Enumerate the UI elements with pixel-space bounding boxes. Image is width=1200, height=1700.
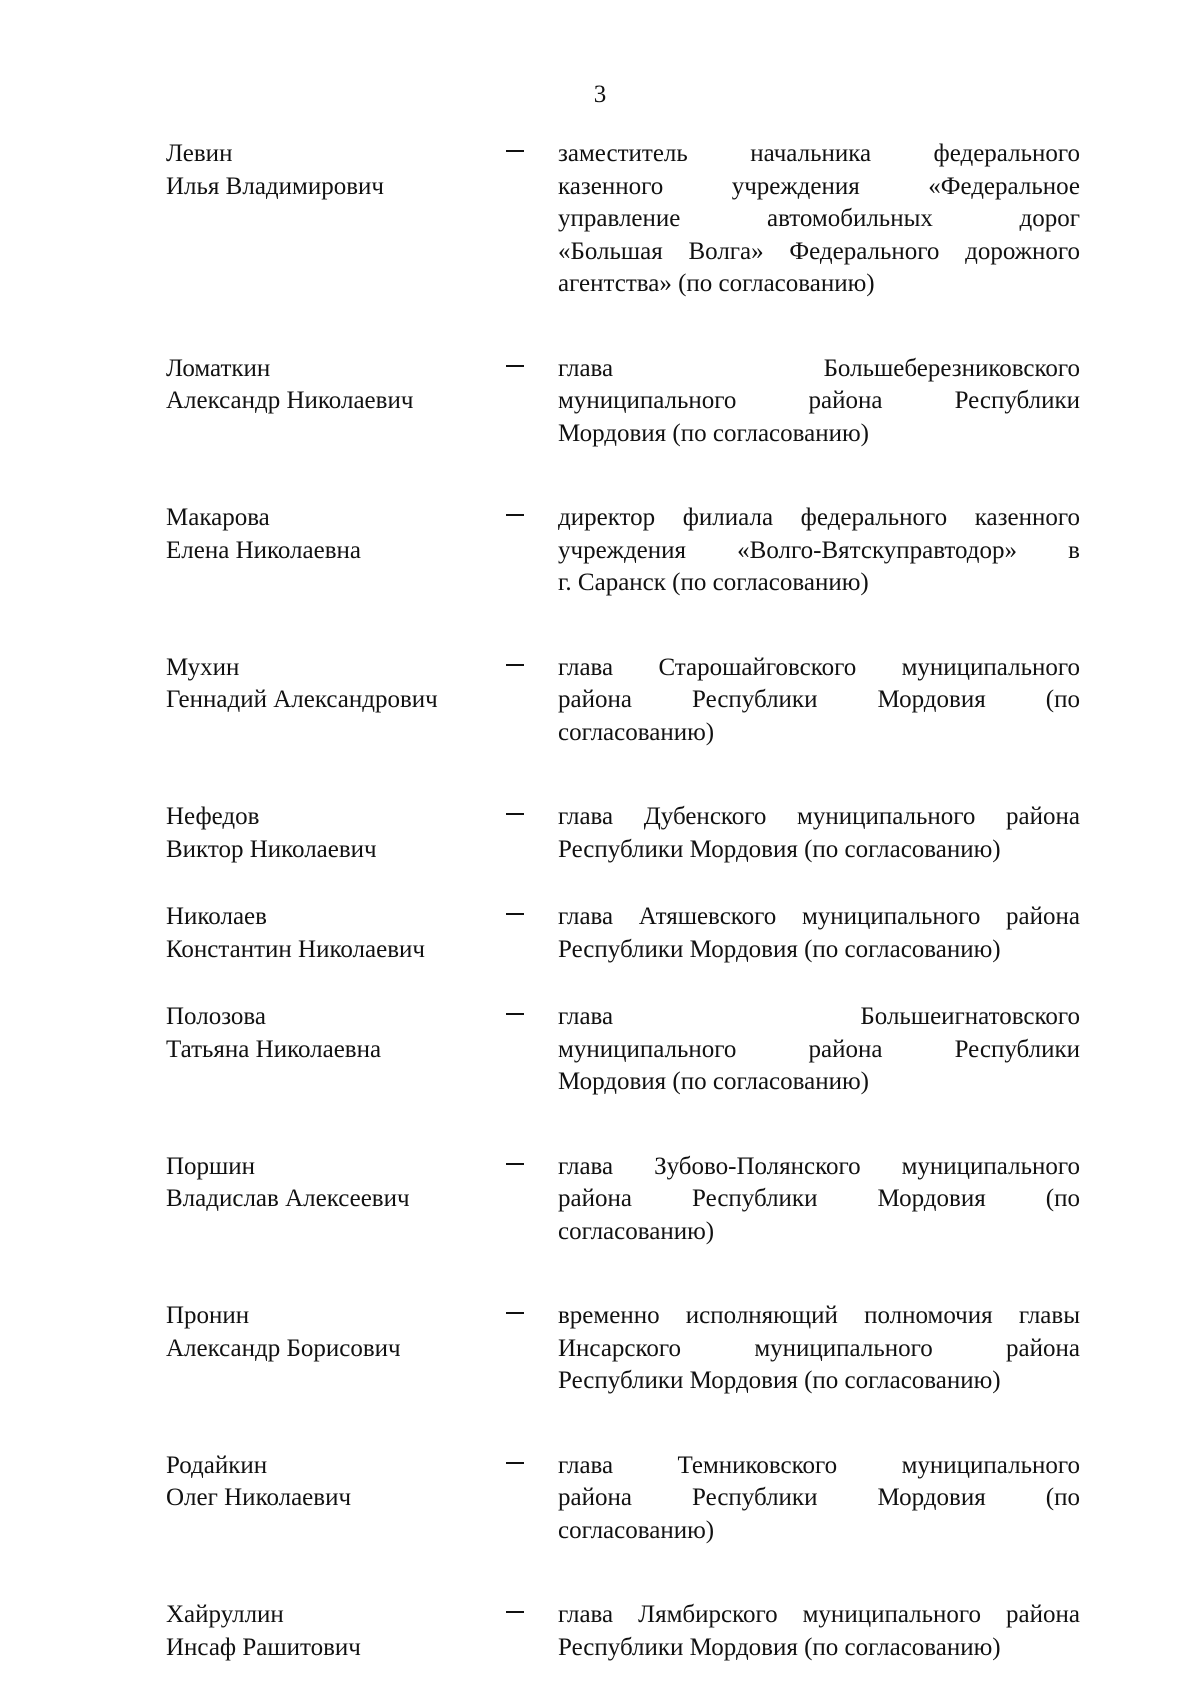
surname: Николаев <box>166 903 267 930</box>
list-item <box>166 652 1106 750</box>
dash-separator <box>506 652 558 685</box>
role-line: согласованию) <box>558 718 715 746</box>
person-name <box>166 1001 506 1066</box>
person-name <box>166 901 506 966</box>
role-line: «Большая Волга» Федерального дорожного <box>558 237 1080 265</box>
role-line: согласованию) <box>558 1516 715 1544</box>
role-line: временно исполняющий полномочия главы <box>558 1302 1080 1329</box>
role-line: района Республики Мордовия (по <box>558 1484 1080 1511</box>
role-line: Мордовия (по согласованию) <box>558 1068 869 1095</box>
person-name <box>166 353 506 418</box>
dash-separator <box>506 138 558 171</box>
role-line: согласованию) <box>558 1217 715 1245</box>
given-names: Илья Владимирович <box>166 172 384 200</box>
role-line: глава Зубово-Полянского муниципального <box>558 1152 1080 1180</box>
role-line: муниципального района Республики <box>558 387 1080 414</box>
given-names: Олег Николаевич <box>166 1484 352 1511</box>
position-description <box>558 502 1080 600</box>
surname: Полозова <box>166 1003 266 1030</box>
position-description <box>558 1599 1080 1664</box>
list-item <box>166 1001 1106 1099</box>
role-line: директор филиала федерального казенного <box>558 504 1080 531</box>
role-line: Мордовия (по согласованию) <box>558 419 869 447</box>
role-line: учреждения «Волго-Вятскуправтодор» в <box>558 536 1080 564</box>
list-item <box>166 1300 1106 1398</box>
list-item <box>166 353 1106 451</box>
surname: Макарова <box>166 504 270 531</box>
given-names: Инсаф Рашитович <box>166 1633 361 1661</box>
dash-separator <box>506 353 558 386</box>
role-line: Инсарского муниципального района <box>558 1334 1080 1362</box>
surname: Нефедов <box>166 803 260 830</box>
person-name <box>166 1599 506 1664</box>
surname: Родайкин <box>166 1451 268 1479</box>
dash-separator <box>506 1300 558 1333</box>
dash-separator <box>506 901 558 934</box>
role-line: заместитель начальника федерального <box>558 140 1080 167</box>
role-line: муниципального района Республики <box>558 1035 1080 1063</box>
list-item <box>166 1151 1106 1249</box>
position-description <box>558 1450 1080 1548</box>
role-line: глава Большеберезниковского <box>558 354 1080 382</box>
role-line: Республики Мордовия (по согласованию) <box>558 1367 1001 1394</box>
role-line: управление автомобильных дорог <box>558 205 1080 232</box>
role-line: агентства» (по согласованию) <box>558 270 875 297</box>
member-list <box>166 138 1106 1664</box>
given-names: Елена Николаевна <box>166 536 361 564</box>
surname: Поршин <box>166 1152 256 1180</box>
person-name <box>166 1151 506 1216</box>
role-line: глава Атяшевского муниципального района <box>558 903 1080 930</box>
list-item <box>166 901 1106 966</box>
dash-separator <box>506 801 558 834</box>
person-name <box>166 138 506 203</box>
list-item <box>166 138 1106 301</box>
page-number: 3 <box>593 81 607 108</box>
position-description <box>558 1300 1080 1398</box>
person-name <box>166 1450 506 1515</box>
given-names: Александр Николаевич <box>166 387 414 414</box>
role-line: глава Темниковского муниципального <box>558 1451 1080 1479</box>
surname: Пронин <box>166 1302 250 1329</box>
position-description <box>558 1151 1080 1249</box>
given-names: Виктор Николаевич <box>166 835 377 863</box>
role-line: глава Дубенского муниципального района <box>558 803 1080 830</box>
role-line: казенного учреждения «Федеральное <box>558 172 1080 200</box>
role-line: района Республики Мордовия (по <box>558 1185 1080 1212</box>
dash-separator <box>506 1599 558 1632</box>
position-description <box>558 138 1080 301</box>
position-description <box>558 353 1080 451</box>
list-item <box>166 801 1106 866</box>
person-name <box>166 801 506 866</box>
person-name <box>166 652 506 717</box>
role-line: Республики Мордовия (по согласованию) <box>558 1633 1001 1661</box>
given-names: Александр Борисович <box>166 1334 401 1362</box>
person-name <box>166 502 506 567</box>
position-description <box>558 901 1080 966</box>
list-item <box>166 1599 1106 1664</box>
role-line: г. Саранск (по согласованию) <box>558 569 869 596</box>
surname: Мухин <box>166 653 240 681</box>
surname: Ломаткин <box>166 354 271 382</box>
position-description <box>558 1001 1080 1099</box>
given-names: Константин Николаевич <box>166 935 425 963</box>
role-line: глава Лямбирского муниципального района <box>558 1601 1080 1628</box>
person-name <box>166 1300 506 1365</box>
role-line: района Республики Мордовия (по <box>558 686 1080 713</box>
surname: Левин <box>166 140 233 167</box>
dash-separator <box>506 1151 558 1184</box>
surname: Хайруллин <box>166 1601 284 1628</box>
dash-separator <box>506 1450 558 1483</box>
role-line: глава Старошайговского муниципального <box>558 653 1080 681</box>
dash-separator <box>506 502 558 535</box>
dash-separator <box>506 1001 558 1034</box>
position-description <box>558 801 1080 866</box>
position-description <box>558 652 1080 750</box>
given-names: Владислав Алексеевич <box>166 1185 410 1212</box>
role-line: Республики Мордовия (по согласованию) <box>558 835 1001 863</box>
given-names: Татьяна Николаевна <box>166 1035 382 1063</box>
list-item <box>166 502 1106 600</box>
role-line: Республики Мордовия (по согласованию) <box>558 935 1001 963</box>
role-line: глава Большеигнатовского <box>558 1003 1080 1030</box>
given-names: Геннадий Александрович <box>166 686 438 713</box>
list-item <box>166 1450 1106 1548</box>
